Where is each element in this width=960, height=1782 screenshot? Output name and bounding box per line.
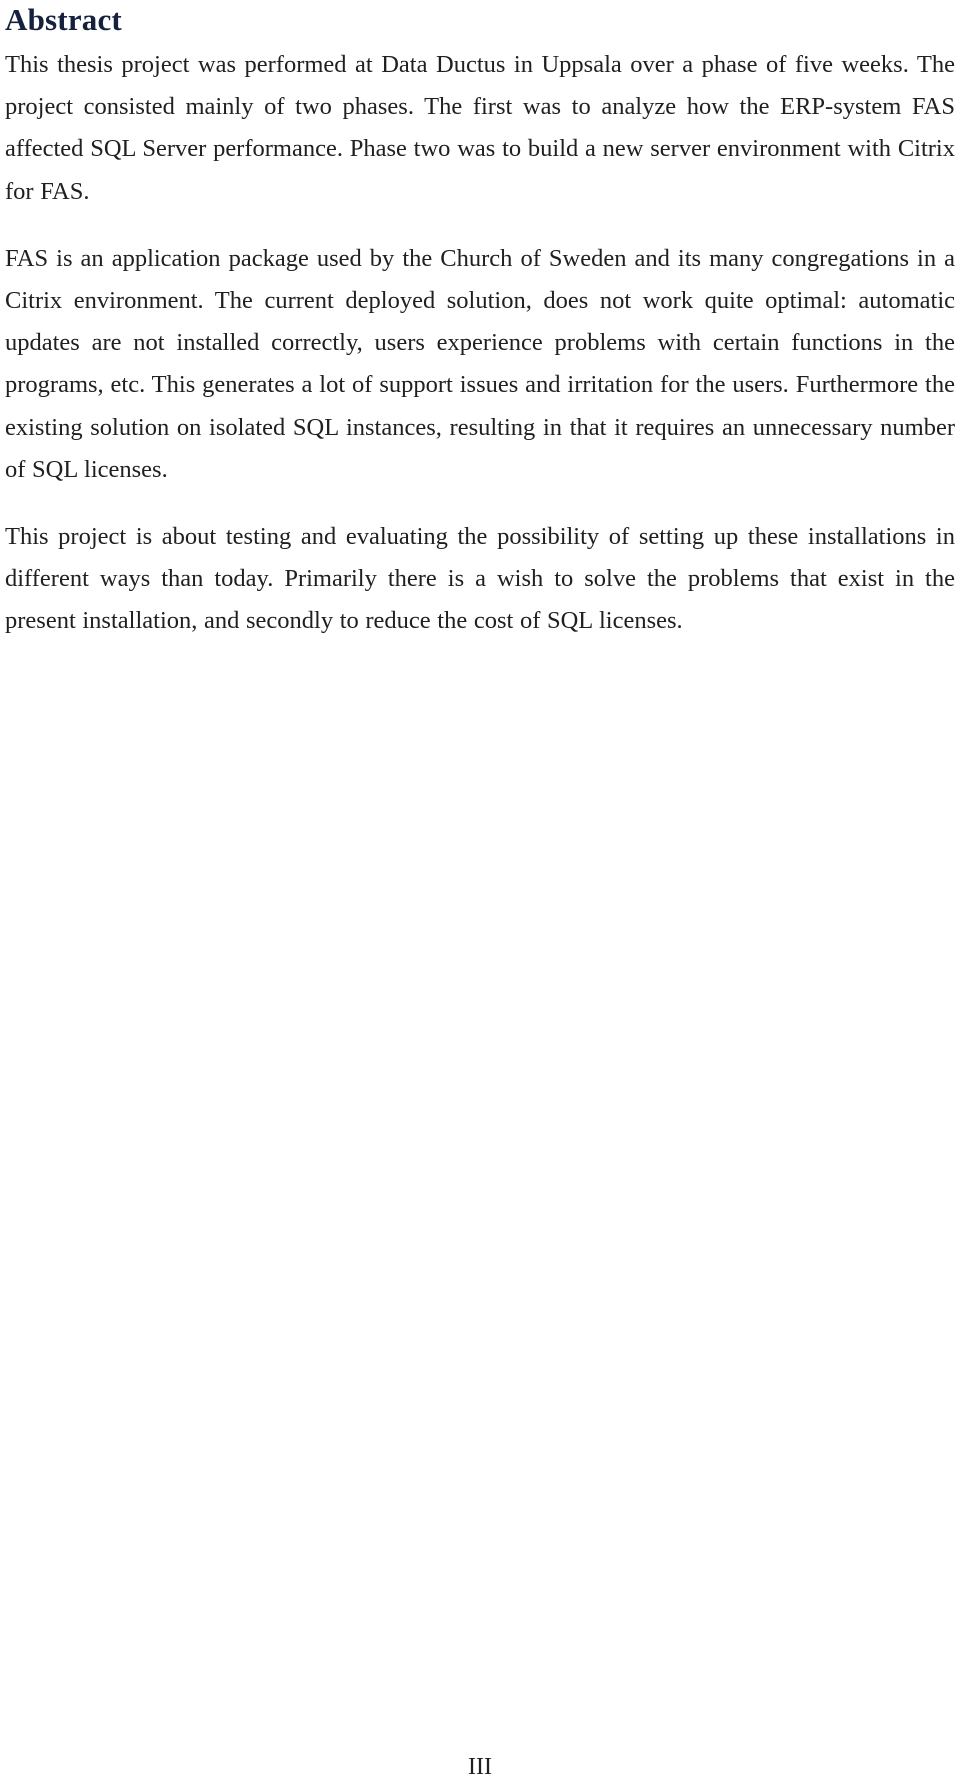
- paragraph-2: FAS is an application package used by the Church of Sweden and its many congregations in a Citrix environment. The current deployed solution, does not work quite optimal: automatic updates are not installed correctly, users experience problems with certain functions in the programs, etc. This generates a lot of support issues and irritation for the users. Furthermore the existing solution on isolated SQL instances, resulting in that it requires an unnecessary number of SQL licenses.: [5, 244, 955, 483]
- abstract-section: [5, 0, 955, 668]
- paragraph-1: This thesis project was performed at Data Ductus in Uppsala over a phase of five weeks. The project consisted mainly of two phases. The first was to analyze how the ERP-system FAS affected SQL Server performance. Phase two was to build a new server environment with Citrix for FAS.: [5, 51, 955, 205]
- section-title: Abstract: [5, 2, 122, 37]
- paragraph-3: This project is about testing and evaluating the possibility of setting up these installations in different ways than today. Primarily there is a wish to solve the problems that exist in the present installation, and secondly to reduce the cost of SQL licenses.: [5, 523, 955, 635]
- page-number: III: [468, 1754, 492, 1780]
